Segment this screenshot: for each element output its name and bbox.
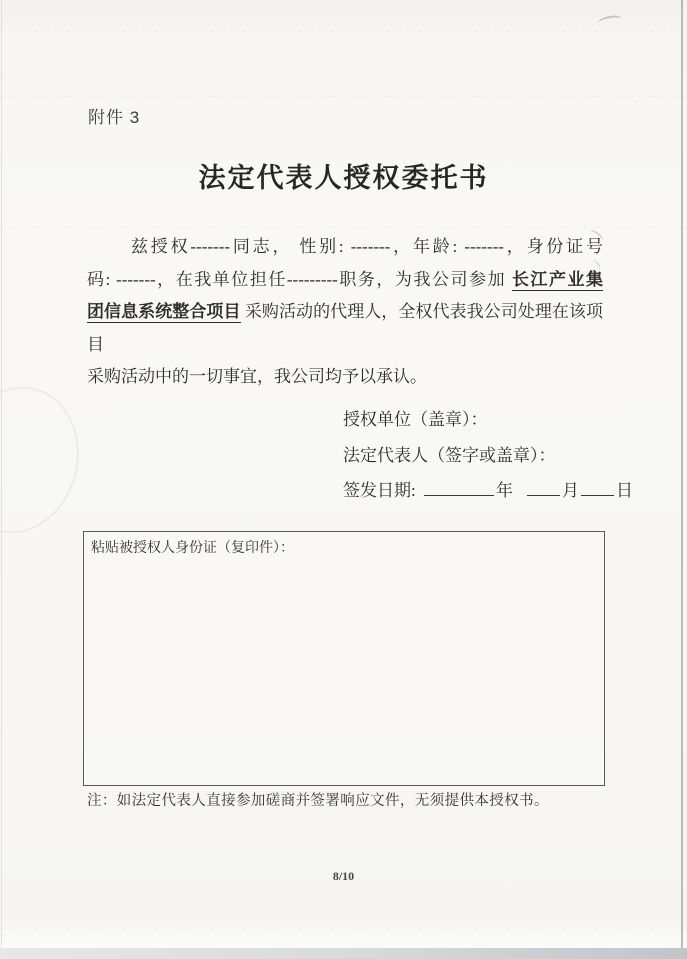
body-paragraph [87, 231, 603, 394]
issue-date-line [343, 473, 633, 509]
legal-representative-label: 法定代表人（签字或盖章）： [343, 445, 556, 465]
pen-scratch-mark [597, 14, 622, 28]
scan-artifact-line [0, 77, 687, 78]
paragraph-line [87, 264, 603, 297]
scan-artifact-line [0, 30, 687, 31]
footnote: 注：如法定代表人直接参加磋商并签署响应文件，无须提供本授权书。 [87, 793, 549, 809]
paragraph-line [87, 296, 603, 361]
paragraph-line: 兹授权-------同志， 性别: -------，年龄: -------，身份证号 [131, 237, 603, 256]
paragraph-text: 码: -------，在我单位担任---------职务，为我公司参加 [87, 269, 512, 289]
paragraph-line: 采购活动中的一切事宜，我公司均予以承认。 [87, 367, 427, 386]
scanner-bottom-shadow [0, 948, 687, 959]
month-label: 月 [561, 481, 579, 500]
paragraph-text: 采购活动的代理人，全权代表我公司处理在该项目 [87, 302, 604, 354]
project-name-underlined: 团信息系统整合项目 [87, 302, 241, 321]
day-label: 日 [615, 481, 633, 500]
faint-stamp-mark [0, 373, 94, 546]
day-blank-line [581, 481, 614, 496]
page-left-edge [1, 0, 2, 959]
scan-artifact-line [0, 96, 687, 97]
id-card-paste-box [83, 531, 605, 786]
authorizing-unit-label: 授权单位（盖章）： [343, 410, 488, 429]
document-title: 法定代表人授权委托书 [198, 163, 489, 193]
month-blank-line [527, 481, 560, 496]
page-number: 8/10 [332, 869, 355, 883]
year-blank-line [424, 481, 494, 496]
attachment-label: 附件 3 [88, 108, 141, 127]
scan-artifact-line [0, 929, 687, 930]
issue-date-label: 签发日期: [343, 481, 420, 500]
id-card-paste-label: 粘贴被授权人身份证（复印件）： [91, 541, 294, 556]
project-name-underlined: 长江产业集 [511, 269, 604, 289]
signature-block [343, 402, 633, 509]
year-label: 年 [495, 481, 513, 500]
page-right-edge [681, 0, 683, 951]
scan-artifact-line [0, 227, 687, 228]
